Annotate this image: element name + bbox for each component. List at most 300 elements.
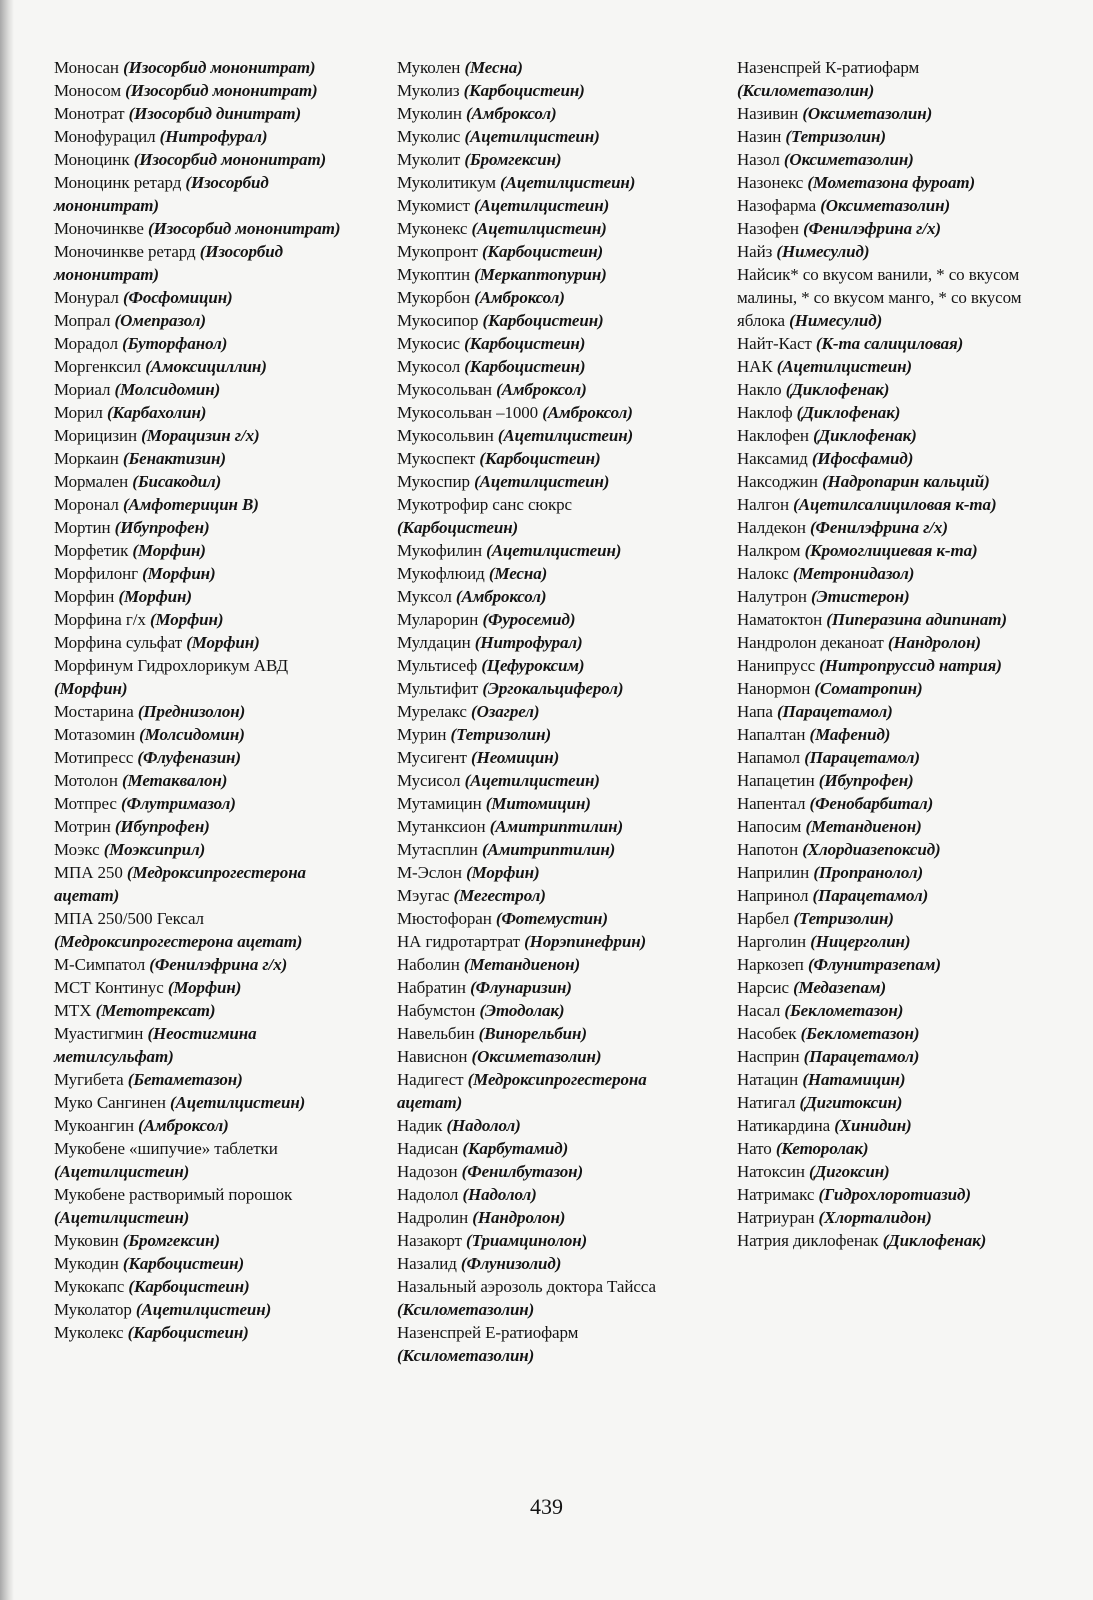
- trade-name: Муксол: [397, 587, 452, 606]
- generic-drug-name: (Ксилометазолин): [737, 81, 875, 100]
- dictionary-entry: [397, 884, 685, 907]
- dictionary-entry: [737, 815, 1029, 838]
- dictionary-entry: [737, 1091, 1029, 1114]
- trade-name: Мукофлюид: [397, 564, 485, 583]
- dictionary-entry: [737, 700, 1029, 723]
- trade-name: Муко Сангинен: [54, 1093, 166, 1112]
- dictionary-entry: [737, 493, 1029, 516]
- generic-drug-name: (Бромгексин): [464, 150, 562, 169]
- trade-name: Нанормон: [737, 679, 811, 698]
- generic-drug-name: (Фуросемид): [482, 610, 576, 629]
- generic-drug-name: (Бетаметазон): [127, 1070, 243, 1089]
- dictionary-entry: [397, 585, 685, 608]
- trade-name: Муколис: [397, 127, 461, 146]
- dictionary-entry: [54, 309, 344, 332]
- dictionary-entry: [737, 171, 1029, 194]
- generic-drug-name: (Морфин): [118, 587, 192, 606]
- generic-drug-name: (Надолол): [446, 1116, 521, 1135]
- dictionary-entry: [737, 585, 1029, 608]
- trade-name: Набратин: [397, 978, 466, 997]
- trade-name: Монурал: [54, 288, 119, 307]
- generic-drug-name: (Медроксипрогестерона ацетат): [54, 863, 306, 905]
- dictionary-entry: [397, 608, 685, 631]
- generic-drug-name: (Метотрексат): [95, 1001, 216, 1020]
- generic-drug-name: (Дигоксин): [809, 1162, 890, 1181]
- generic-drug-name: (Ацетилцистеин): [486, 541, 622, 560]
- trade-name: Мукоангин: [54, 1116, 134, 1135]
- trade-name: Натрия диклофенак: [737, 1231, 879, 1250]
- dictionary-entry: [737, 539, 1029, 562]
- generic-drug-name: (Амброксол): [474, 288, 565, 307]
- trade-name: Мопрал: [54, 311, 111, 330]
- dictionary-entry: [397, 194, 685, 217]
- dictionary-entry: [737, 884, 1029, 907]
- generic-drug-name: (Кромоглициевая к-та): [804, 541, 978, 560]
- generic-drug-name: (Ацетилцистеин): [474, 472, 610, 491]
- trade-name: Мостарина: [54, 702, 134, 721]
- generic-drug-name: (Пиперазина адипинат): [826, 610, 1007, 629]
- dictionary-entry: [397, 930, 685, 953]
- generic-drug-name: (Морфин): [167, 978, 242, 997]
- generic-drug-name: (Диклофенак): [882, 1231, 987, 1250]
- dictionary-entry: [54, 424, 344, 447]
- generic-drug-name: (Ацетилцистеин): [776, 357, 912, 376]
- generic-drug-name: (Соматропин): [814, 679, 923, 698]
- generic-drug-name: (Ацетилцистеин): [471, 219, 607, 238]
- trade-name: Найт-Каст: [737, 334, 812, 353]
- generic-drug-name: (К-та салициловая): [815, 334, 964, 353]
- generic-drug-name: (Ницерголин): [810, 932, 911, 951]
- generic-drug-name: (Парацетамол): [812, 886, 929, 905]
- dictionary-entry: [54, 1252, 344, 1275]
- trade-name: Назол: [737, 150, 780, 169]
- dictionary-entry: [737, 654, 1029, 677]
- generic-drug-name: (Ибупрофен): [114, 518, 210, 537]
- trade-name: Мусигент: [397, 748, 467, 767]
- generic-drug-name: (Медроксипрогестерона ацетат): [397, 1070, 647, 1112]
- generic-drug-name: (Морацизин г/х): [141, 426, 260, 445]
- trade-name: Натикардина: [737, 1116, 831, 1135]
- dictionary-entry: [737, 1045, 1029, 1068]
- generic-drug-name: (Изосорбид мононитрат): [133, 150, 327, 169]
- trade-name: Напосим: [737, 817, 802, 836]
- trade-name: Моркаин: [54, 449, 119, 468]
- dictionary-entry: [54, 1183, 344, 1229]
- generic-drug-name: (Моэксиприл): [103, 840, 206, 859]
- trade-name: Морадол: [54, 334, 118, 353]
- trade-name: Моронал: [54, 495, 119, 514]
- dictionary-entry: [737, 746, 1029, 769]
- dictionary-entry: [54, 1275, 344, 1298]
- generic-drug-name: (Мометазона фуроат): [807, 173, 976, 192]
- generic-drug-name: (Карбоцистеин): [397, 518, 519, 537]
- dictionary-entry: [737, 516, 1029, 539]
- dictionary-entry: [54, 240, 344, 286]
- generic-drug-name: (Фенилбутазон): [461, 1162, 584, 1181]
- entries-column-3: [737, 56, 1029, 1252]
- dictionary-entry: [54, 700, 344, 723]
- generic-drug-name: (Диклофенак): [813, 426, 917, 445]
- generic-drug-name: (Нитрофурал): [159, 127, 268, 146]
- trade-name: Монотрат: [54, 104, 125, 123]
- dictionary-entry: [54, 654, 344, 700]
- entries-column-2: [397, 56, 685, 1367]
- trade-name: Навельбин: [397, 1024, 475, 1043]
- trade-name: Налутрон: [737, 587, 807, 606]
- trade-name: Наматоктон: [737, 610, 823, 629]
- dictionary-entry: [397, 1321, 685, 1367]
- trade-name: Нанипрусс: [737, 656, 816, 675]
- trade-name: Мукодин: [54, 1254, 119, 1273]
- generic-drug-name: (Ацетилцистеин): [464, 127, 600, 146]
- dictionary-entry: [54, 953, 344, 976]
- generic-drug-name: (Диклофенак): [785, 380, 890, 399]
- entries-column-1: [54, 56, 344, 1344]
- dictionary-entry: [737, 1183, 1029, 1206]
- dictionary-entry: [737, 999, 1029, 1022]
- trade-name: Назофарма: [737, 196, 817, 215]
- dictionary-entry: [54, 907, 344, 953]
- generic-drug-name: (Кеторолак): [775, 1139, 869, 1158]
- generic-drug-name: (Тетризолин): [785, 127, 886, 146]
- generic-drug-name: (Флутримазол): [120, 794, 236, 813]
- dictionary-entry: [397, 263, 685, 286]
- dictionary-entry: [397, 815, 685, 838]
- trade-name: Наклофен: [737, 426, 809, 445]
- generic-drug-name: (Карбоцистеин): [464, 357, 586, 376]
- dictionary-entry: [54, 286, 344, 309]
- trade-name: Назофен: [737, 219, 799, 238]
- dictionary-entry: [397, 539, 685, 562]
- dictionary-entry: [397, 1183, 685, 1206]
- dictionary-entry: [397, 746, 685, 769]
- generic-drug-name: (Ацетилцистеин): [54, 1162, 190, 1181]
- trade-name: Назенспрей К-ратиофарм: [737, 58, 920, 77]
- dictionary-entry: [737, 769, 1029, 792]
- trade-name: МПА 250: [54, 863, 123, 882]
- trade-name: Мукотрофир санс сюкрс: [397, 495, 573, 514]
- generic-drug-name: (Ацетилцистеин): [54, 1208, 190, 1227]
- trade-name: МТХ: [54, 1001, 92, 1020]
- dictionary-entry: [737, 148, 1029, 171]
- generic-drug-name: (Дигитоксин): [799, 1093, 903, 1112]
- generic-drug-name: (Буторфанол): [122, 334, 228, 353]
- generic-drug-name: (Ксилометазолин): [397, 1346, 535, 1365]
- generic-drug-name: (Оксиметазолин): [783, 150, 914, 169]
- generic-drug-name: (Винорельбин): [478, 1024, 587, 1043]
- generic-drug-name: (Нитропруссид натрия): [819, 656, 1002, 675]
- trade-name: Назин: [737, 127, 782, 146]
- trade-name: Мотпрес: [54, 794, 117, 813]
- generic-drug-name: (Ибупрофен): [818, 771, 914, 790]
- dictionary-entry: [54, 723, 344, 746]
- generic-drug-name: (Флунаризин): [470, 978, 572, 997]
- generic-drug-name: (Хинидин): [834, 1116, 912, 1135]
- generic-drug-name: (Карбутамид): [462, 1139, 569, 1158]
- generic-drug-name: (Медазепам): [793, 978, 887, 997]
- dictionary-entry: [397, 838, 685, 861]
- dictionary-entry: [54, 1229, 344, 1252]
- dictionary-entry: [397, 1137, 685, 1160]
- trade-name: Мукоспект: [397, 449, 476, 468]
- dictionary-entry: [397, 677, 685, 700]
- trade-name: Мукобене растворимый порошок: [54, 1185, 293, 1204]
- dictionary-entry: [737, 1160, 1029, 1183]
- trade-name: Напацетин: [737, 771, 815, 790]
- dictionary-entry: [397, 999, 685, 1022]
- generic-drug-name: (Оксиметазолин): [802, 104, 933, 123]
- dictionary-entry: [737, 677, 1029, 700]
- dictionary-entry: [397, 56, 685, 79]
- trade-name: Мотолон: [54, 771, 118, 790]
- dictionary-entry: [54, 217, 344, 240]
- trade-name: Насал: [737, 1001, 781, 1020]
- trade-name: Морфилонг: [54, 564, 138, 583]
- trade-name: Мукосол: [397, 357, 461, 376]
- trade-name: Натоксин: [737, 1162, 805, 1181]
- dictionary-entry: [397, 378, 685, 401]
- dictionary-entry: [397, 953, 685, 976]
- dictionary-entry: [397, 654, 685, 677]
- generic-drug-name: (Морфин): [466, 863, 540, 882]
- trade-name: Мукопронт: [397, 242, 478, 261]
- dictionary-entry: [54, 79, 344, 102]
- dictionary-entry: [397, 125, 685, 148]
- dictionary-entry: [397, 861, 685, 884]
- dictionary-entry: [737, 608, 1029, 631]
- trade-name: Мутамицин: [397, 794, 482, 813]
- generic-drug-name: (Фосфомицин): [122, 288, 233, 307]
- generic-drug-name: (Оксиметазолин): [820, 196, 951, 215]
- trade-name: Моэкс: [54, 840, 100, 859]
- trade-name: Назонекс: [737, 173, 804, 192]
- trade-name: Муколит: [397, 150, 461, 169]
- trade-name: Мутасплин: [397, 840, 478, 859]
- generic-drug-name: (Метандиенон): [463, 955, 581, 974]
- dictionary-entry: [54, 585, 344, 608]
- generic-drug-name: (Морфин): [54, 679, 128, 698]
- dictionary-entry: [737, 1229, 1029, 1252]
- generic-drug-name: (Оксиметазолин): [471, 1047, 602, 1066]
- generic-drug-name: (Амброксол): [455, 587, 547, 606]
- trade-name: Наприлин: [737, 863, 810, 882]
- trade-name: Моносом: [54, 81, 121, 100]
- dictionary-entry: [737, 976, 1029, 999]
- dictionary-entry: [397, 1206, 685, 1229]
- dictionary-entry: [737, 217, 1029, 240]
- dictionary-entry: [737, 378, 1029, 401]
- dictionary-entry: [54, 1068, 344, 1091]
- generic-drug-name: (Тетризолин): [450, 725, 552, 744]
- trade-name: Морфина сульфат: [54, 633, 183, 652]
- trade-name: Натриуран: [737, 1208, 815, 1227]
- generic-drug-name: (Морфин): [149, 610, 224, 629]
- dictionary-entry: [737, 447, 1029, 470]
- trade-name: Нарголин: [737, 932, 807, 951]
- trade-name: Надролин: [397, 1208, 469, 1227]
- page-number: 439: [530, 1494, 563, 1519]
- generic-drug-name: (Амброксол): [496, 380, 587, 399]
- generic-drug-name: (Бисакодил): [132, 472, 222, 491]
- generic-drug-name: (Амброксол): [466, 104, 557, 123]
- trade-name: МПА 250/500 Гексал: [54, 909, 204, 928]
- generic-drug-name: (Ифосфамид): [811, 449, 914, 468]
- generic-drug-name: (Изосорбид мононитрат): [125, 81, 318, 100]
- trade-name: Напотон: [737, 840, 799, 859]
- dictionary-entry: [397, 1160, 685, 1183]
- dictionary-entry: [54, 1114, 344, 1137]
- trade-name: Нарбел: [737, 909, 790, 928]
- generic-drug-name: (Ибупрофен): [114, 817, 210, 836]
- generic-drug-name: (Митомицин): [485, 794, 591, 813]
- dictionary-entry: [54, 516, 344, 539]
- generic-drug-name: (Карбоцистеин): [122, 1254, 245, 1273]
- dictionary-entry: [737, 240, 1029, 263]
- trade-name: Моночинкве ретард: [54, 242, 196, 261]
- dictionary-entry: [397, 700, 685, 723]
- trade-name: Морфин: [54, 587, 115, 606]
- trade-name: Моноцинк: [54, 150, 130, 169]
- dictionary-entry: [397, 1022, 685, 1045]
- trade-name: Наксоджин: [737, 472, 818, 491]
- generic-drug-name: (Изосорбид мононитрат): [54, 242, 283, 284]
- trade-name: Напентал: [737, 794, 806, 813]
- dictionary-entry: [397, 769, 685, 792]
- generic-drug-name: (Бенактизин): [122, 449, 226, 468]
- generic-drug-name: (Ацетилцистеин): [500, 173, 636, 192]
- generic-drug-name: (Этистерон): [811, 587, 910, 606]
- trade-name: Моносан: [54, 58, 119, 77]
- dictionary-entry: [54, 56, 344, 79]
- generic-drug-name: (Неомицин): [471, 748, 560, 767]
- generic-drug-name: (Диклофенак): [796, 403, 901, 422]
- generic-drug-name: (Натамицин): [802, 1070, 906, 1089]
- dictionary-entry: [54, 1321, 344, 1344]
- generic-drug-name: (Метаквалон): [122, 771, 228, 790]
- trade-name: Нато: [737, 1139, 772, 1158]
- generic-drug-name: (Карбоцистеин): [127, 1323, 249, 1342]
- trade-name: Мэугас: [397, 886, 450, 905]
- dictionary-entry: [737, 470, 1029, 493]
- trade-name: Мукосольван –1000: [397, 403, 539, 422]
- generic-drug-name: (Нимесулид): [789, 311, 883, 330]
- dictionary-entry: [737, 631, 1029, 654]
- trade-name: Мотазомин: [54, 725, 135, 744]
- generic-drug-name: (Триамцинолон): [466, 1231, 588, 1250]
- trade-name: Надисан: [397, 1139, 459, 1158]
- trade-name: Муларорин: [397, 610, 479, 629]
- trade-name: Муколиз: [397, 81, 460, 100]
- dictionary-entry: [54, 792, 344, 815]
- trade-name: Налокс: [737, 564, 789, 583]
- trade-name: Мукорбон: [397, 288, 471, 307]
- trade-name: Мукосольвин: [397, 426, 494, 445]
- generic-drug-name: (Тетризолин): [793, 909, 894, 928]
- dictionary-entry: [54, 746, 344, 769]
- generic-drug-name: (Беклометазон): [784, 1001, 904, 1020]
- dictionary-entry: [737, 562, 1029, 585]
- trade-name: НА гидротартрат: [397, 932, 520, 951]
- dictionary-entry: [54, 1091, 344, 1114]
- trade-name: Муколатор: [54, 1300, 132, 1319]
- trade-name: Найз: [737, 242, 773, 261]
- dictionary-entry: [737, 332, 1029, 355]
- dictionary-entry: [397, 1275, 685, 1321]
- generic-drug-name: (Изосорбид мононитрат): [147, 219, 341, 238]
- trade-name: Муконекс: [397, 219, 468, 238]
- generic-drug-name: (Изосорбид динитрат): [128, 104, 302, 123]
- trade-name: Мурин: [397, 725, 447, 744]
- trade-name: Муколитикум: [397, 173, 496, 192]
- dictionary-entry: [737, 907, 1029, 930]
- dictionary-entry: [397, 240, 685, 263]
- dictionary-entry: [54, 562, 344, 585]
- generic-drug-name: (Карбоцистеин): [481, 242, 604, 261]
- generic-drug-name: (Амброксол): [542, 403, 633, 422]
- trade-name: Мюстофоран: [397, 909, 492, 928]
- generic-drug-name: (Надолол): [462, 1185, 537, 1204]
- trade-name: Мукокапс: [54, 1277, 125, 1296]
- generic-drug-name: (Мафенид): [809, 725, 891, 744]
- dictionary-entry: [54, 815, 344, 838]
- dictionary-entry: [397, 355, 685, 378]
- generic-drug-name: (Изосорбид мононитрат): [123, 58, 316, 77]
- dictionary-entry: [737, 263, 1029, 332]
- dictionary-entry: [397, 1229, 685, 1252]
- trade-name: Надик: [397, 1116, 443, 1135]
- generic-drug-name: (Фенилэфрина г/х): [803, 219, 941, 238]
- dictionary-entry: [737, 953, 1029, 976]
- dictionary-entry: [54, 171, 344, 217]
- generic-drug-name: (Ацетилцистеин): [135, 1300, 272, 1319]
- trade-name: Наркозеп: [737, 955, 804, 974]
- generic-drug-name: (Флунизолид): [460, 1254, 562, 1273]
- dictionary-entry: [54, 378, 344, 401]
- dictionary-entry: [397, 217, 685, 240]
- dictionary-entry: [737, 1114, 1029, 1137]
- generic-drug-name: (Норэпинефрин): [524, 932, 647, 951]
- trade-name: Називин: [737, 104, 799, 123]
- dictionary-entry: [54, 838, 344, 861]
- generic-drug-name: (Фенилэфрина г/х): [149, 955, 288, 974]
- trade-name: Назалид: [397, 1254, 457, 1273]
- trade-name: Напалтан: [737, 725, 806, 744]
- trade-name: Муковин: [54, 1231, 119, 1250]
- dictionary-entry: [737, 424, 1029, 447]
- trade-name: Насобек: [737, 1024, 797, 1043]
- trade-name: Налдекон: [737, 518, 806, 537]
- dictionary-entry: [397, 148, 685, 171]
- trade-name: Мугибета: [54, 1070, 124, 1089]
- trade-name: Натримакс: [737, 1185, 815, 1204]
- dictionary-entry: [397, 723, 685, 746]
- generic-drug-name: (Карбоцистеин): [464, 334, 586, 353]
- dictionary-entry: [397, 171, 685, 194]
- generic-drug-name: (Флуфеназин): [137, 748, 241, 767]
- dictionary-entry: [54, 102, 344, 125]
- trade-name: Налкром: [737, 541, 801, 560]
- trade-name: Нандролон деканоат: [737, 633, 884, 652]
- dictionary-entry: [737, 723, 1029, 746]
- trade-name: Морил: [54, 403, 103, 422]
- trade-name: Мукомист: [397, 196, 470, 215]
- dictionary-entry: [397, 102, 685, 125]
- generic-drug-name: (Метронидазол): [792, 564, 915, 583]
- trade-name: Мулдацин: [397, 633, 471, 652]
- generic-drug-name: (Метандиенон): [805, 817, 922, 836]
- trade-name: Надолол: [397, 1185, 459, 1204]
- generic-drug-name: (Ацетилсалициловая к-та): [793, 495, 997, 514]
